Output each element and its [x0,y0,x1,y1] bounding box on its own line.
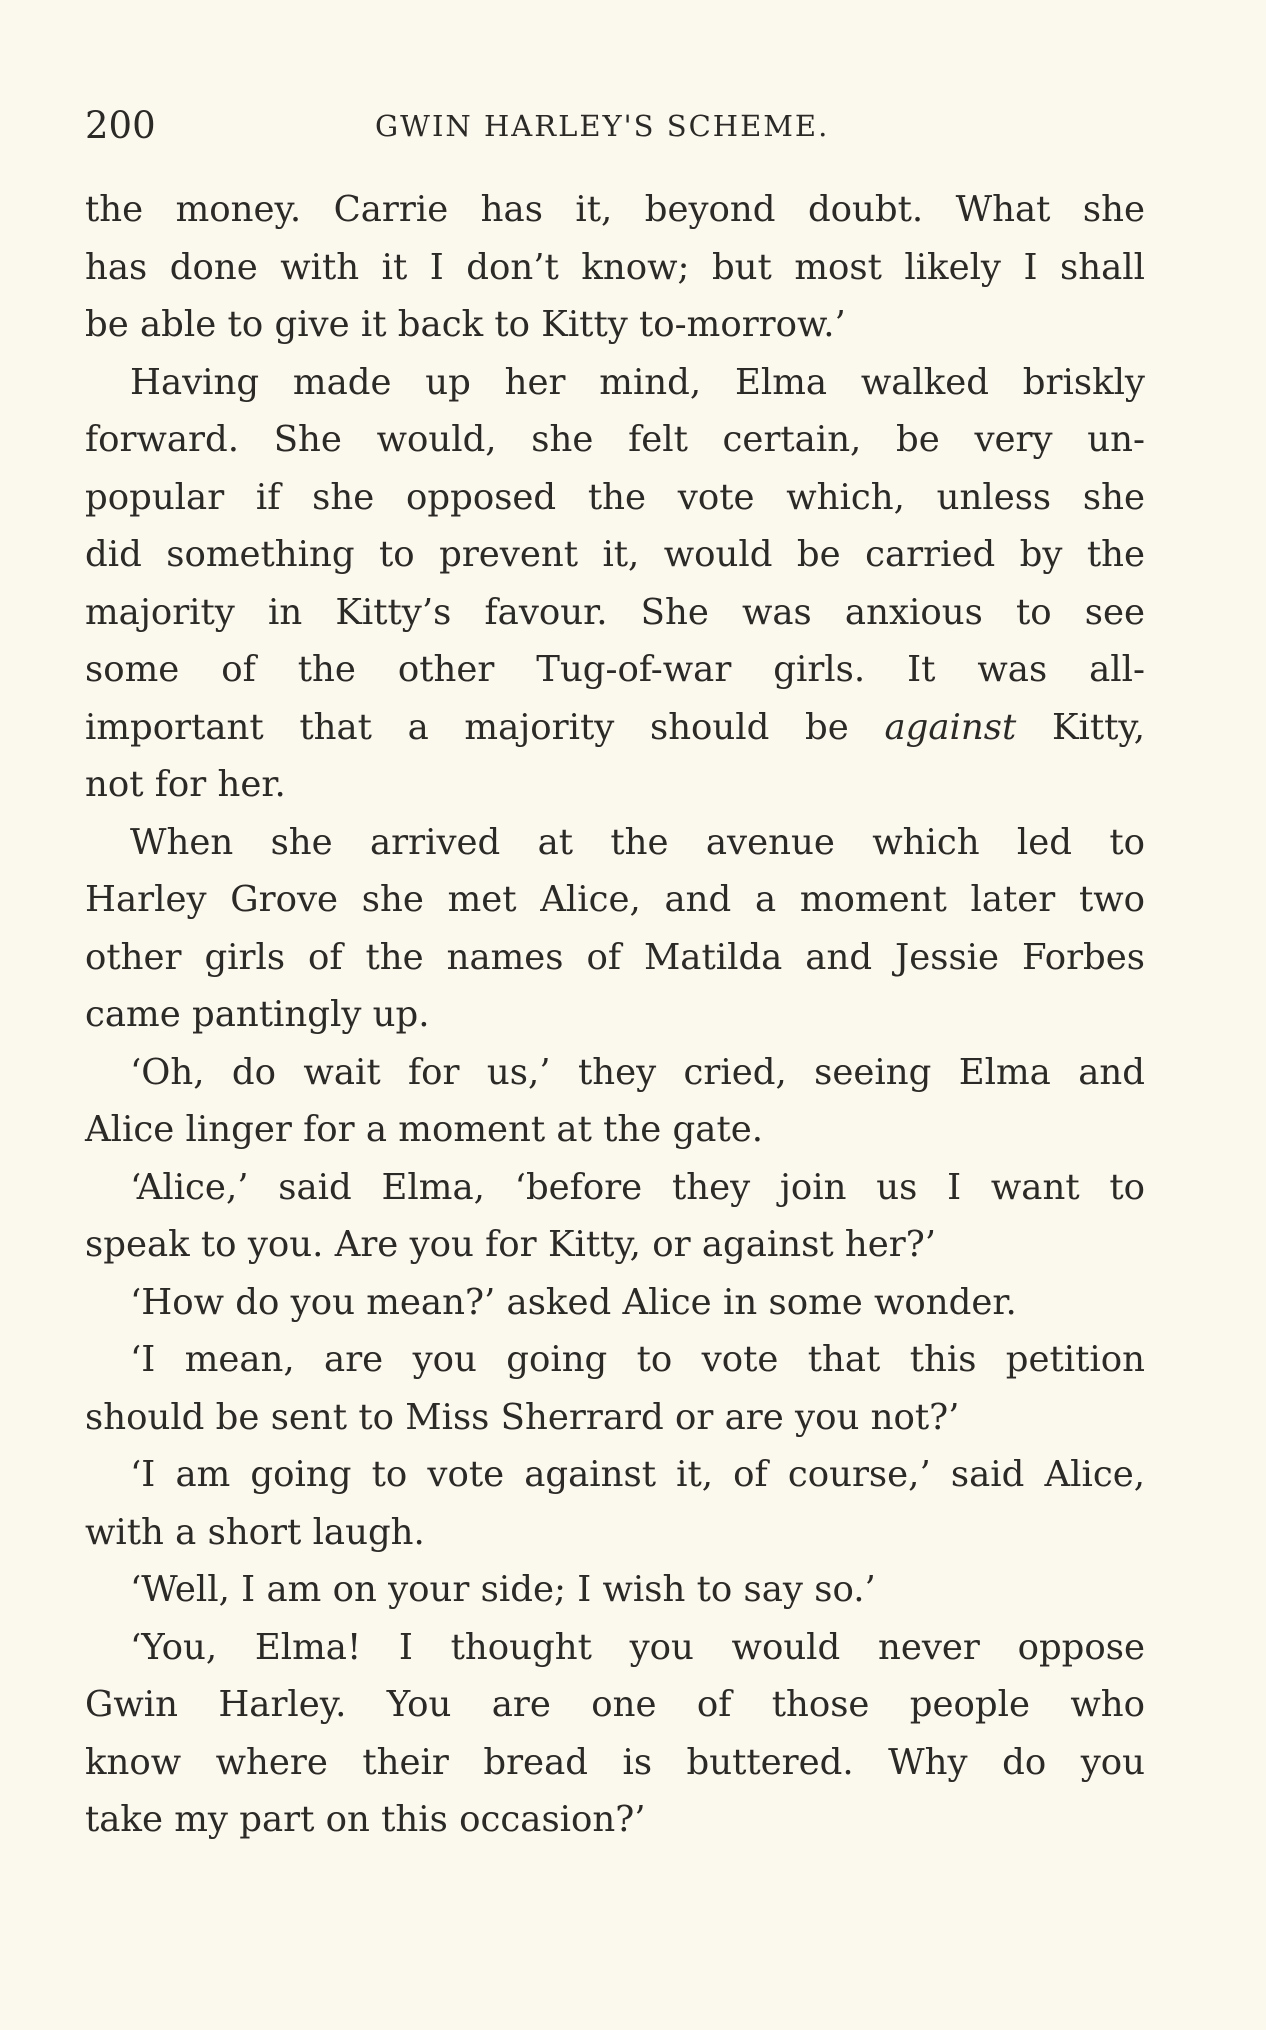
text-line-content: speak to you. Are you for Kitty, or against her?’ [85,1224,937,1265]
text-line [85,1676,1145,1734]
text-line [85,1561,1145,1619]
text-line [85,1274,1145,1332]
text-line-tail: Kitty, [1016,706,1145,748]
text-line-content: Harley Grove she met Alice, and a moment later two [85,879,1145,920]
text-line [85,296,1145,354]
text-line-content: majority in Kitty’s favour. She was anxious to see [85,591,1145,633]
text-line [85,1389,1145,1447]
text-line [85,584,1145,642]
body-text [85,181,1145,1849]
text-line [85,641,1145,699]
text-line [85,756,1145,814]
text-line-content: other girls of the names of Matilda and Jessie Forbes [85,936,1145,978]
text-line [85,354,1145,412]
text-line [85,1331,1145,1389]
text-line [85,1619,1145,1677]
text-line-content: did something to prevent it, would be carried by the [85,534,1145,575]
page-header [85,98,1145,154]
text-line-content: ‘Oh, do wait for us,’ they cried, seeing Elma and [130,1051,1145,1093]
text-line-content: should be sent to Miss Sherrard or are you not?’ [85,1396,960,1438]
text-line-content: has done with it I don’t know; but most likely I shall [85,246,1145,288]
text-line [85,1791,1145,1849]
text-line-content: forward. She would, she felt certain, be very un- [85,419,1145,460]
text-line-content: be able to give it back to Kitty to-morrow.’ [85,304,846,345]
text-line-content: ‘I mean, are you going to vote that this petition [130,1339,1145,1380]
text-line [85,469,1145,527]
text-line-content: When she arrived at the avenue which led to [130,821,1145,863]
text-line-content: ‘I am going to vote against it, of course,’ said Alice, [130,1454,1145,1495]
text-line [85,814,1145,872]
text-line-content: Having made up her mind, Elma walked briskly [130,361,1145,403]
text-line-content: came pantingly up. [85,994,430,1035]
text-line-content: important that a majority should be [85,706,849,748]
text-line [85,1101,1145,1159]
text-line-content: not for her. [85,764,286,805]
running-head: GWIN HARLEY'S SCHEME. [375,109,830,143]
text-line-content: popular if she opposed the vote which, unless she [85,476,1145,518]
emphasis-text: against [884,706,1017,748]
text-line [85,1216,1145,1274]
text-line-content: ‘How do you mean?’ asked Alice in some wonder. [130,1281,1017,1323]
text-line [85,1446,1145,1504]
text-line [85,929,1145,987]
text-line [85,1504,1145,1562]
text-line-content: take my part on this occasion?’ [85,1799,646,1840]
text-line-content: ‘Well, I am on your side; I wish to say so.’ [130,1569,876,1610]
text-line [85,526,1145,584]
text-line-content: ‘You, Elma! I thought you would never oppose [130,1626,1145,1668]
page-number: 200 [85,104,156,147]
text-line [85,986,1145,1044]
text-line [85,1159,1145,1217]
text-line [85,699,1145,757]
text-line-content: Alice linger for a moment at the gate. [85,1109,764,1150]
text-line-content: some of the other Tug-of-war girls. It was all- [85,649,1145,690]
text-line-content: Gwin Harley. You are one of those people who [85,1684,1145,1725]
text-line [85,871,1145,929]
text-line [85,1734,1145,1792]
text-line [85,181,1145,239]
text-line [85,1044,1145,1102]
text-line-content: with a short laugh. [85,1511,425,1553]
text-line [85,411,1145,469]
text-line-content: ‘Alice,’ said Elma, ‘before they join us I want to [130,1166,1145,1208]
text-line-content: the money. Carrie has it, beyond doubt. What she [85,189,1145,230]
text-line-content: know where their bread is buttered. Why do you [85,1741,1145,1783]
text-line [85,239,1145,297]
